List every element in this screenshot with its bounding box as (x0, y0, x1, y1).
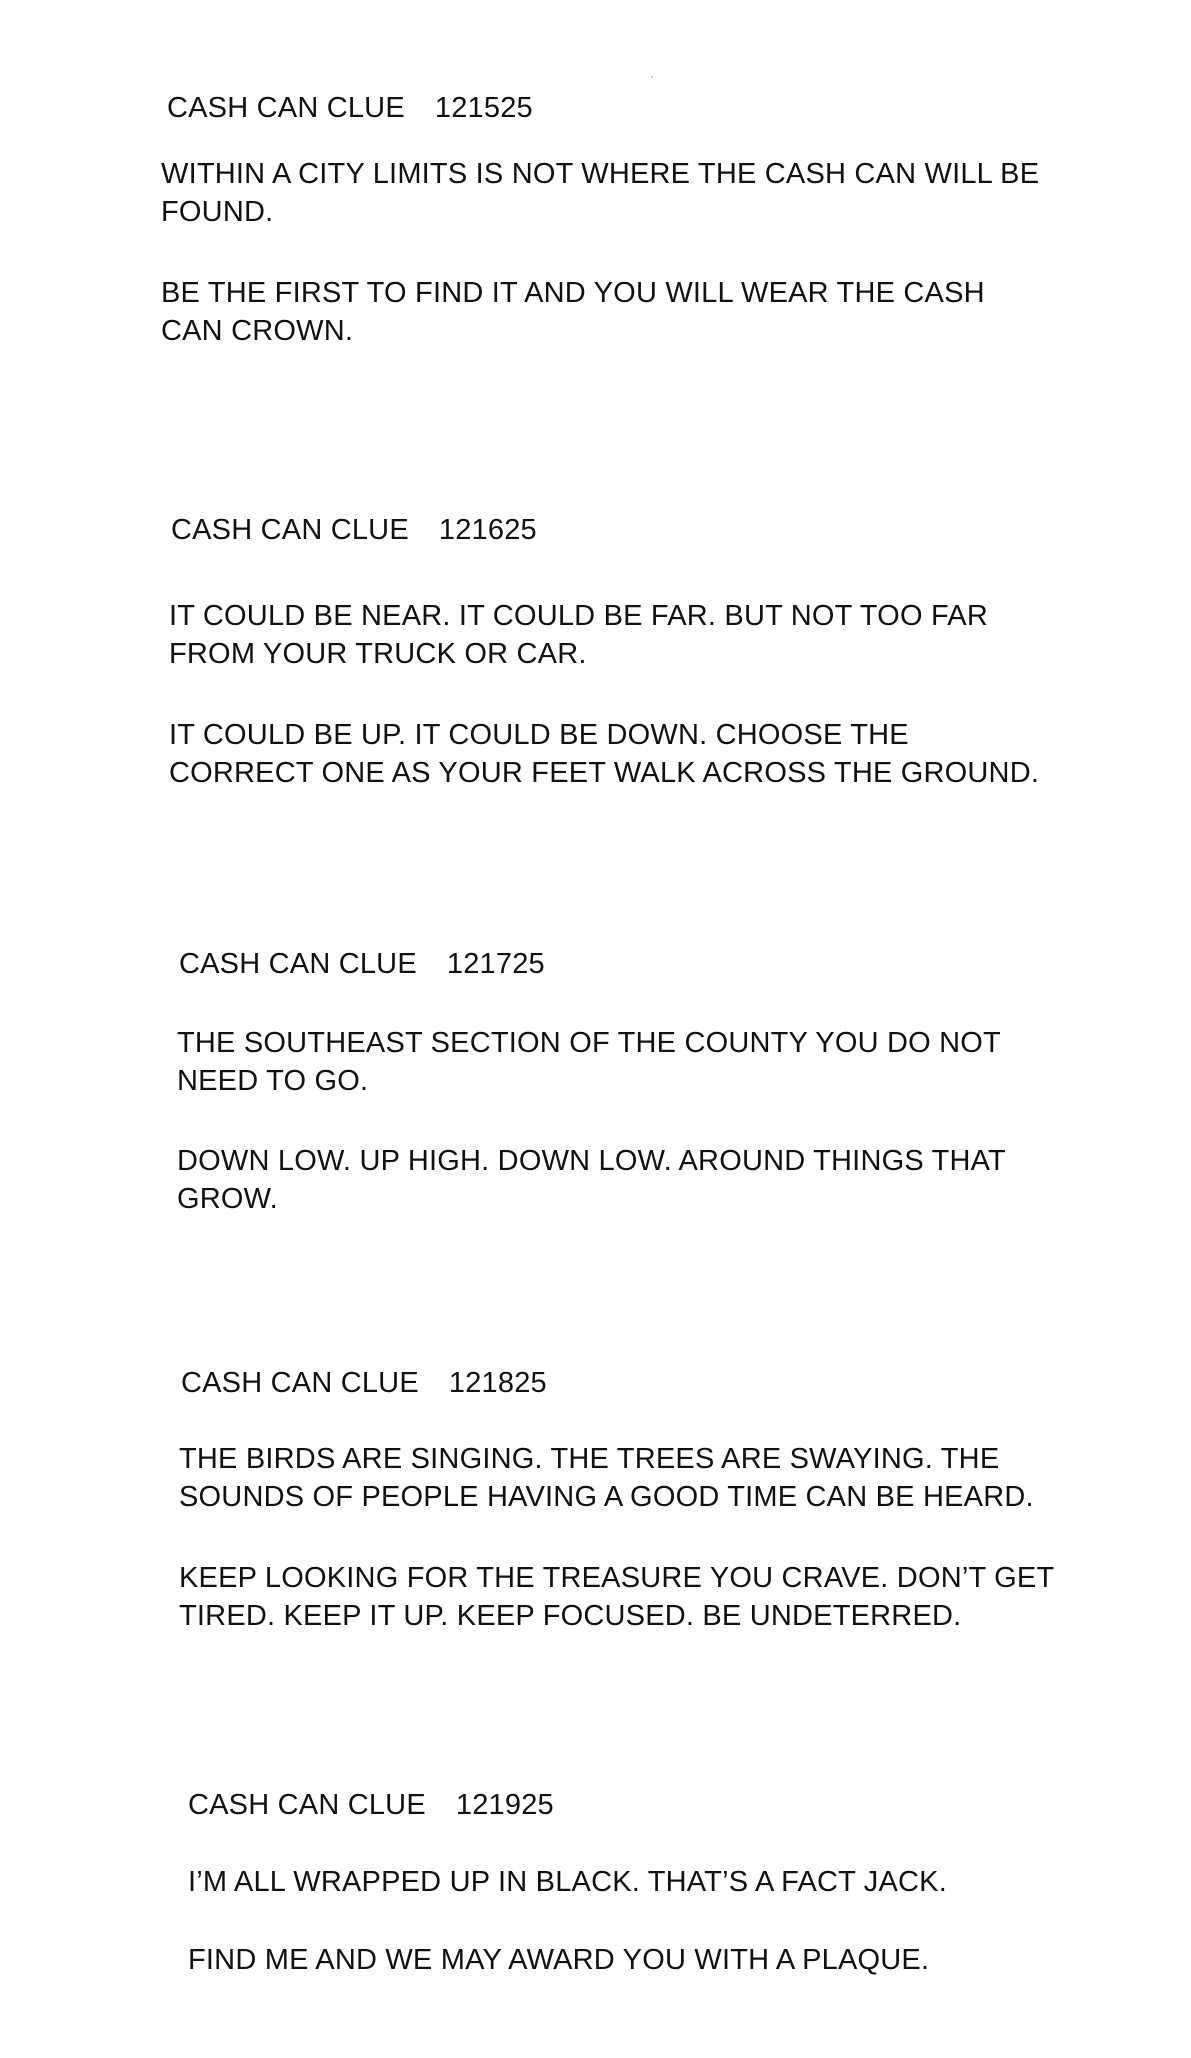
clue-heading-label: CASH CAN CLUE (188, 1789, 426, 1821)
clue-heading-label: CASH CAN CLUE (171, 514, 409, 546)
clue-121825-body (179, 1440, 1059, 1516)
clue-code: 121925 (455, 1789, 554, 1821)
clue-heading (188, 1786, 1068, 1824)
clue-heading-label: CASH CAN CLUE (179, 948, 417, 980)
clue-code: 121525 (434, 92, 533, 124)
clue-paragraph: DOWN LOW. UP HIGH. DOWN LOW. AROUND THINGS THAT GROW. (177, 1145, 1006, 1215)
clue-121625 (171, 511, 1051, 549)
clue-paragraph: BE THE FIRST TO FIND IT AND YOU WILL WEAR THE CASH CAN CROWN. (161, 277, 985, 347)
clue-121725-body-2 (177, 1142, 1057, 1218)
clue-heading (167, 89, 1047, 127)
clue-paragraph: WITHIN A CITY LIMITS IS NOT WHERE THE CASH CAN WILL BE FOUND. (161, 158, 1040, 228)
clue-code: 121825 (448, 1367, 547, 1399)
clue-heading-label: CASH CAN CLUE (181, 1367, 419, 1399)
clue-paragraph: I’M ALL WRAPPED UP IN BLACK. THAT’S A FACT JACK. (188, 1866, 947, 1898)
clue-121625-body-2 (169, 716, 1049, 792)
clue-paragraph: IT COULD BE NEAR. IT COULD BE FAR. BUT NOT TOO FAR FROM YOUR TRUCK OR CAR. (169, 600, 988, 670)
clue-heading (181, 1364, 1061, 1402)
clue-heading (171, 511, 1051, 549)
clue-121525-body-2 (161, 274, 1041, 350)
clue-121825 (181, 1364, 1061, 1402)
clue-121725-body (177, 1024, 1057, 1100)
clue-paragraph: THE SOUTHEAST SECTION OF THE COUNTY YOU DO NOT NEED TO GO. (177, 1027, 1001, 1097)
clue-code: 121725 (446, 948, 545, 980)
clue-121525 (167, 89, 1047, 127)
clue-paragraph: KEEP LOOKING FOR THE TREASURE YOU CRAVE. DON’T GET TIRED. KEEP IT UP. KEEP FOCUSED. BE UNDETERRED. (179, 1562, 1054, 1632)
scan-speck (651, 76, 653, 78)
clue-code: 121625 (438, 514, 537, 546)
clue-121925 (188, 1786, 1068, 1824)
clue-121925-body-2 (188, 1941, 1068, 1979)
clue-paragraph: FIND ME AND WE MAY AWARD YOU WITH A PLAQUE. (188, 1944, 930, 1976)
clue-121525-body (161, 155, 1041, 231)
clue-paragraph: IT COULD BE UP. IT COULD BE DOWN. CHOOSE THE CORRECT ONE AS YOUR FEET WALK ACROSS THE GROUND. (169, 719, 1040, 789)
clue-paragraph: THE BIRDS ARE SINGING. THE TREES ARE SWAYING. THE SOUNDS OF PEOPLE HAVING A GOOD TIME CAN BE HEARD. (179, 1443, 1034, 1513)
clue-121625-body (169, 597, 1049, 673)
clue-121725 (179, 945, 1059, 983)
clue-heading-label: CASH CAN CLUE (167, 92, 405, 124)
clue-heading (179, 945, 1059, 983)
clue-121825-body-2 (179, 1559, 1059, 1635)
clue-121925-body (188, 1863, 1068, 1901)
